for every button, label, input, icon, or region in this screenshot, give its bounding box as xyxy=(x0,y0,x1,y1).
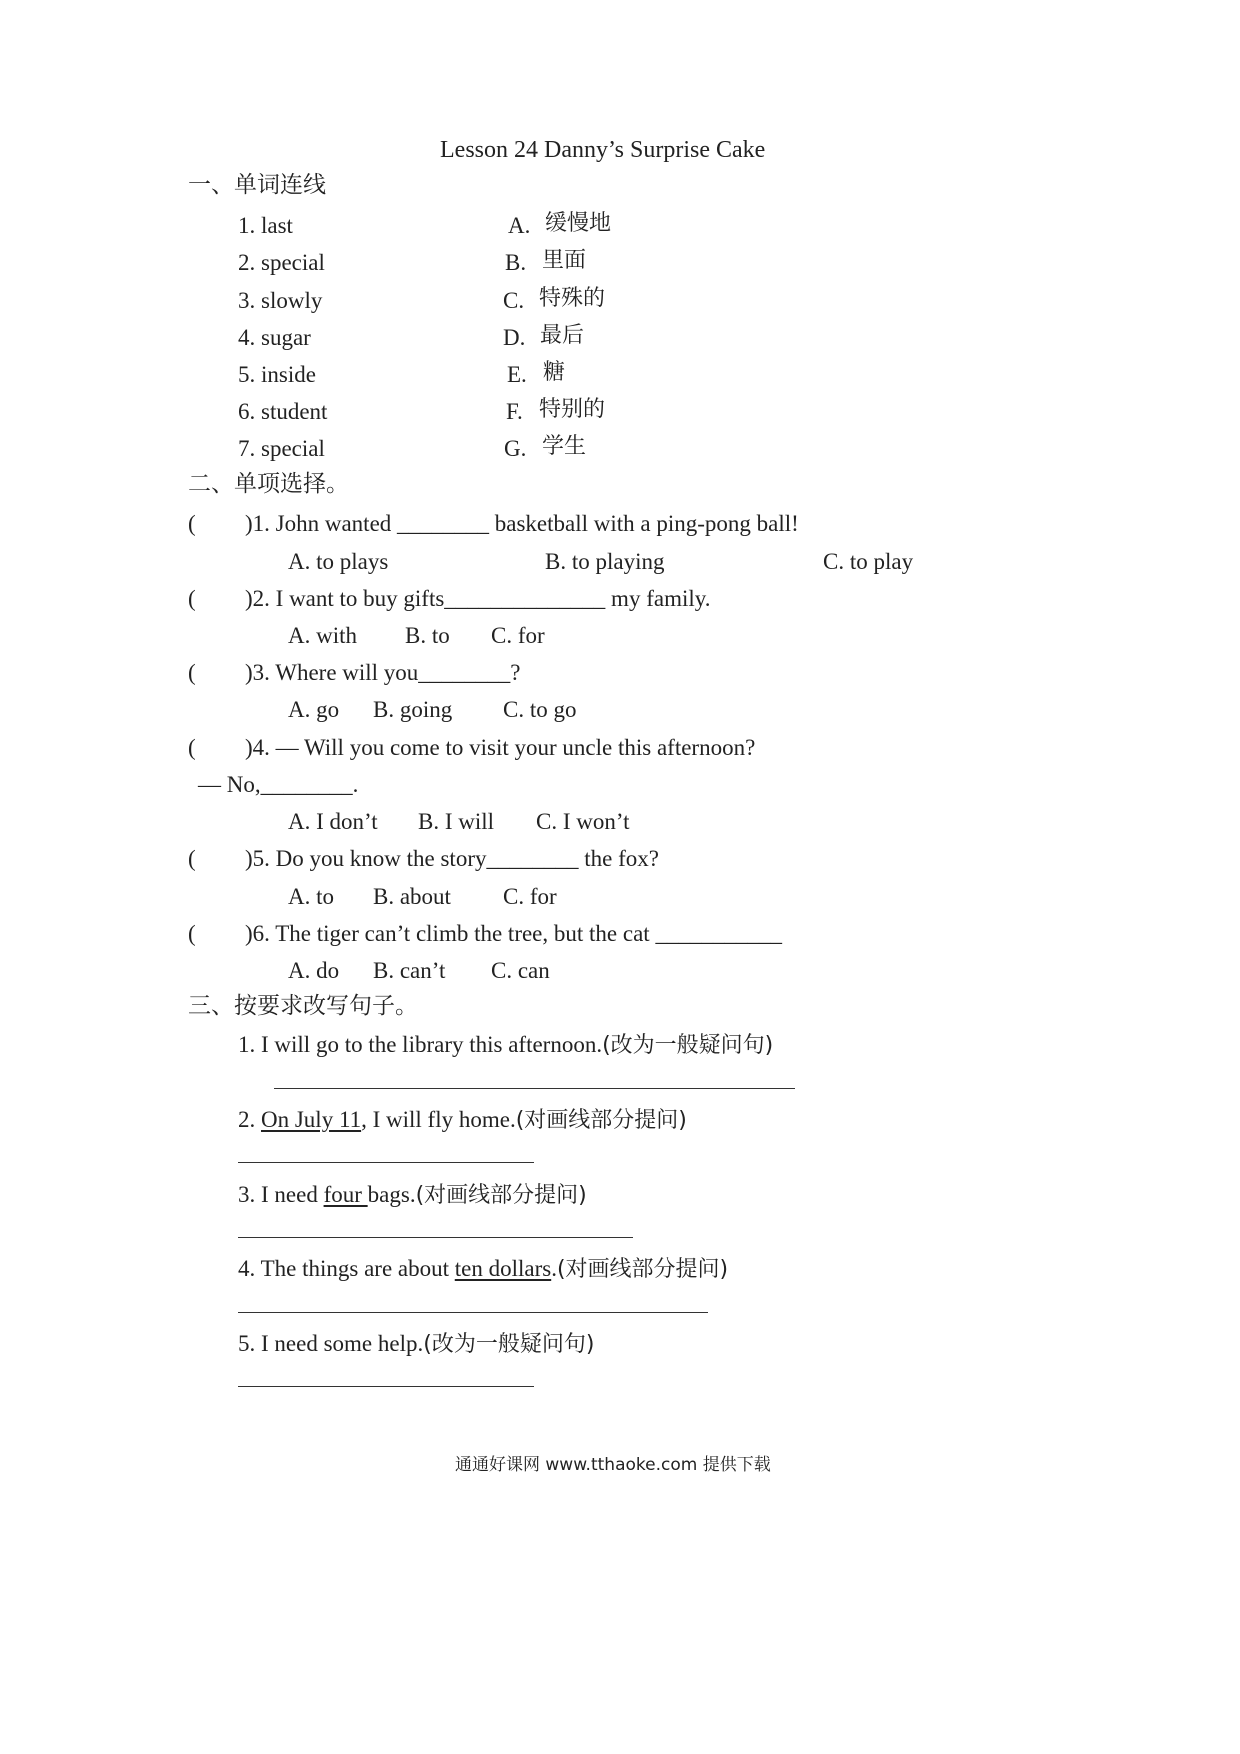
meaning-letter: E. xyxy=(507,362,527,387)
answer-bracket: ( xyxy=(188,735,196,760)
meaning-letter: B. xyxy=(505,250,527,275)
rewrite-sentence: 3. I need four bags.(对画线部分提问) xyxy=(238,1182,587,1208)
option: A. do xyxy=(288,958,340,983)
word-item: 4. sugar xyxy=(238,325,311,350)
option: C. for xyxy=(503,884,557,909)
meaning-text: 里面 xyxy=(542,248,587,273)
underlined-part: On July 11 xyxy=(261,1107,362,1132)
meaning-text: 特别的 xyxy=(539,397,606,422)
question-stem: )2. I want to buy gifts______________ my family. xyxy=(245,586,711,611)
word-item: 2. special xyxy=(238,250,325,275)
section-3-heading: 三、按要求改写句子。 xyxy=(188,993,418,1019)
meaning-letter: D. xyxy=(503,325,526,350)
option: B. to playing xyxy=(545,549,665,574)
answer-bracket: ( xyxy=(188,846,196,871)
meaning-text: 特殊的 xyxy=(539,286,606,311)
meaning-letter: F. xyxy=(506,399,523,424)
option: C. for xyxy=(491,623,545,648)
answer-bracket: ( xyxy=(188,921,196,946)
option: C. to go xyxy=(503,697,577,722)
meaning-letter: A. xyxy=(508,213,531,238)
rewrite-sentence: 5. I need some help.(改为一般疑问句) xyxy=(238,1331,595,1357)
option: B. I will xyxy=(418,809,495,834)
answer-bracket: ( xyxy=(188,660,196,685)
meaning-text: 缓慢地 xyxy=(545,211,612,236)
meaning-text: 最后 xyxy=(540,323,585,348)
meaning-text: 糖 xyxy=(543,360,566,385)
footer-credit: 通通好课网 www.tthaoke.com 提供下载 xyxy=(455,1455,771,1475)
meaning-letter: C. xyxy=(503,288,525,313)
option: B. to xyxy=(405,623,450,648)
answer-bracket: ( xyxy=(188,586,196,611)
question-stem: )3. Where will you________? xyxy=(245,660,521,685)
option: B. can’t xyxy=(373,958,446,983)
underlined-part: ten dollars xyxy=(454,1256,552,1281)
underlined-part: four xyxy=(323,1182,368,1207)
word-item: 6. student xyxy=(238,399,328,424)
answer-line[interactable] xyxy=(238,1386,534,1387)
option: C. I won’t xyxy=(536,809,630,834)
option: A. to xyxy=(288,884,334,909)
option: B. about xyxy=(373,884,451,909)
question-stem: )4. — Will you come to visit your uncle this afternoon? xyxy=(245,735,756,760)
word-item: 1. last xyxy=(238,213,293,238)
rewrite-sentence: 1. I will go to the library this afternoon.(改为一般疑问句) xyxy=(238,1032,774,1058)
answer-line[interactable] xyxy=(238,1237,633,1238)
question-stem: )6. The tiger can’t climb the tree, but the cat ___________ xyxy=(245,921,782,946)
question-stem: )1. John wanted ________ basketball with a ping-pong ball! xyxy=(245,511,799,536)
meaning-text: 学生 xyxy=(542,434,587,459)
option: A. with xyxy=(288,623,357,648)
rewrite-sentence: 4. The things are about ten dollars.(对画线部分提问) xyxy=(238,1256,729,1282)
section-1-heading: 一、单词连线 xyxy=(188,172,326,198)
word-item: 7. special xyxy=(238,436,325,461)
section-2-heading: 二、单项选择。 xyxy=(188,471,349,497)
question-reply: — No,________. xyxy=(198,772,359,797)
option: A. go xyxy=(288,697,340,722)
meaning-letter: G. xyxy=(504,436,527,461)
rewrite-sentence: 2. On July 11, I will fly home.(对画线部分提问) xyxy=(238,1107,687,1133)
option: A. to plays xyxy=(288,549,389,574)
option: A. I don’t xyxy=(288,809,378,834)
answer-line[interactable] xyxy=(238,1162,534,1163)
option: C. can xyxy=(491,958,550,983)
option: B. going xyxy=(373,697,453,722)
question-stem: )5. Do you know the story________ the fox? xyxy=(245,846,659,871)
option: C. to play xyxy=(823,549,914,574)
answer-line[interactable] xyxy=(274,1088,795,1089)
answer-line[interactable] xyxy=(238,1312,708,1313)
page-title: Lesson 24 Danny’s Surprise Cake xyxy=(440,137,766,163)
answer-bracket: ( xyxy=(188,511,196,536)
word-item: 3. slowly xyxy=(238,288,323,313)
word-item: 5. inside xyxy=(238,362,316,387)
